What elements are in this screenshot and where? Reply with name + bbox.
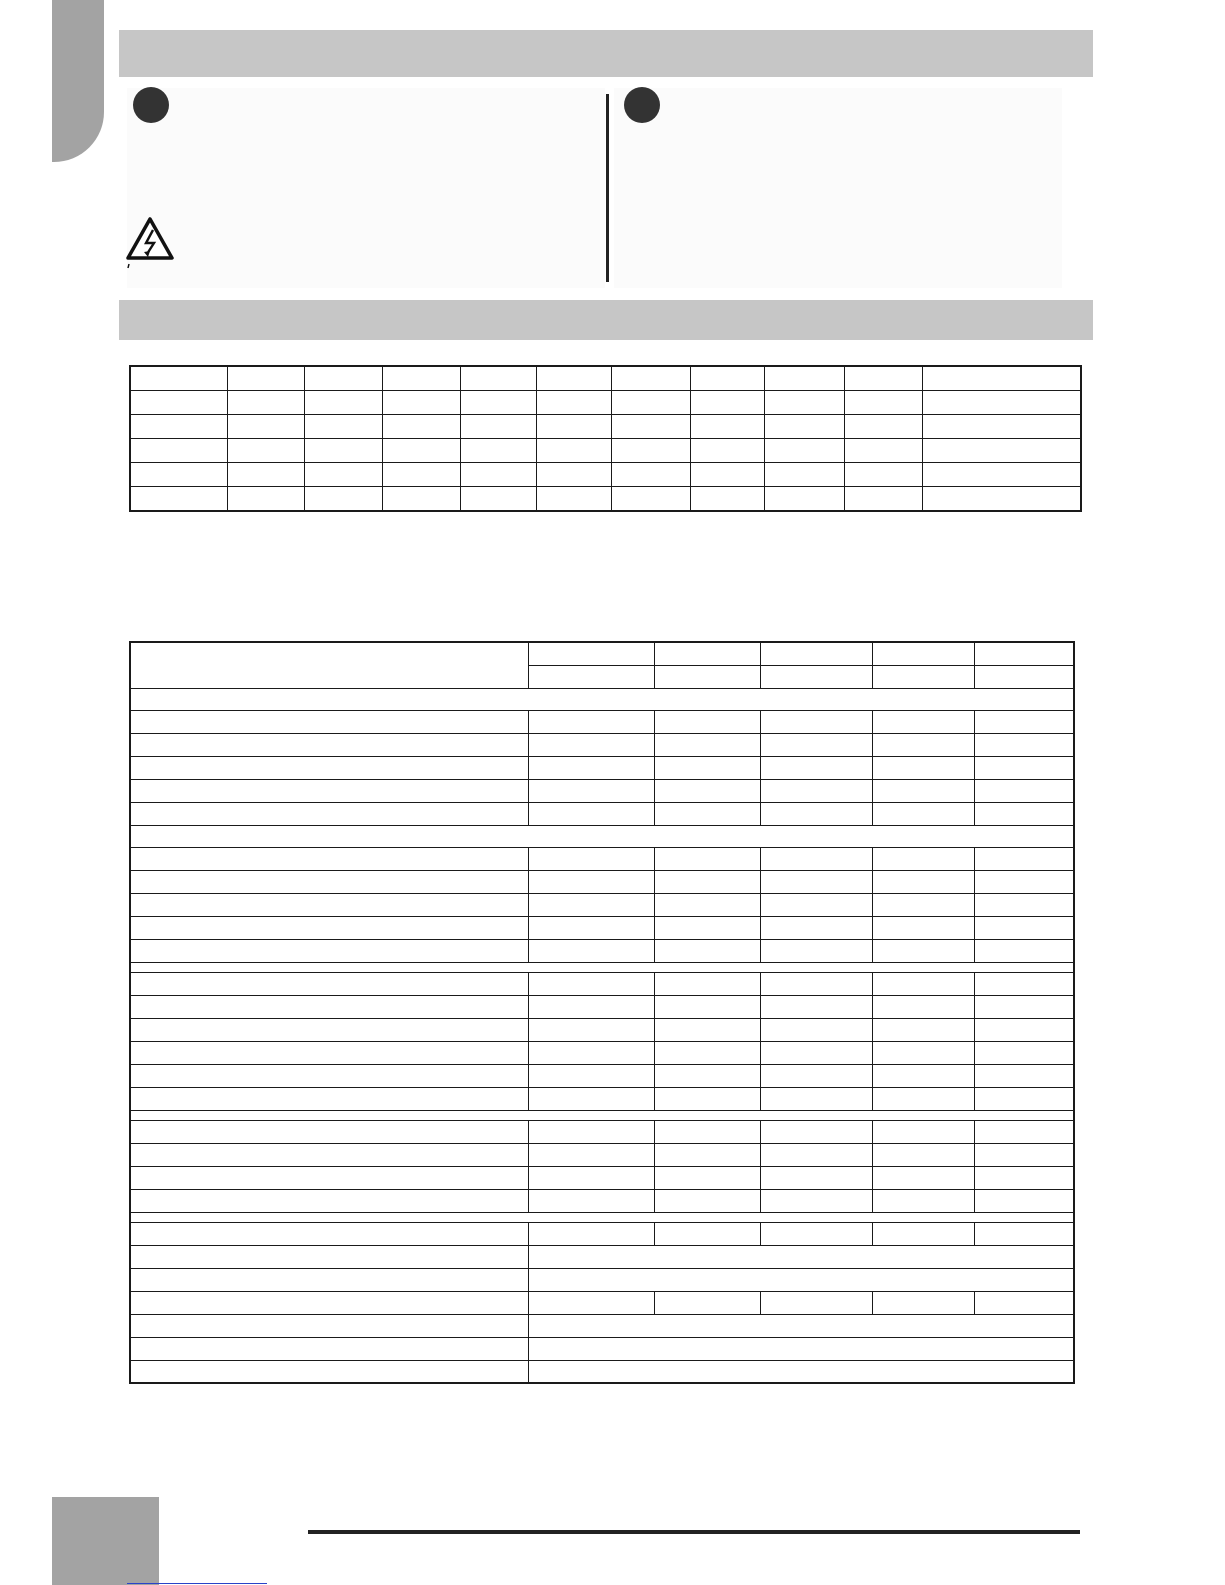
table-cell [130,1268,528,1291]
table-cell [764,415,844,439]
table-cell [872,779,974,802]
table-cell [974,995,1074,1018]
table-cell [611,415,690,439]
table-cell [536,487,611,512]
spec-row [130,710,1074,733]
spec-table [129,641,1075,1384]
spec-row [130,1110,1074,1120]
table-cell [974,733,1074,756]
table-cell [974,1018,1074,1041]
table-cell [227,391,304,415]
table-cell [764,439,844,463]
spec-row [130,1120,1074,1143]
table-cell [460,391,536,415]
table-cell [872,710,974,733]
table-cell [872,1018,974,1041]
table-cell [130,733,528,756]
right-panel-bullet [624,87,660,123]
table-cell [528,1337,1074,1360]
table-cell [974,756,1074,779]
table-cell [130,916,528,939]
spec-row [130,1064,1074,1087]
table-cell [760,665,872,688]
table-cell [130,870,528,893]
table-cell [760,642,872,665]
spec-row [130,972,1074,995]
table-cell [760,1143,872,1166]
table-cell [460,439,536,463]
table-cell [304,463,382,487]
table-cell [130,415,227,439]
spec-row [130,870,1074,893]
table-cell [227,463,304,487]
table-cell [654,1087,760,1110]
table-cell [528,1143,654,1166]
spec-row [130,688,1074,710]
table-cell [130,802,528,825]
table-cell [974,972,1074,995]
table-cell [764,366,844,391]
table-cell [922,366,1081,391]
spec-row [130,1245,1074,1268]
table-cell [760,1018,872,1041]
table-cell [922,391,1081,415]
table-cell [974,1064,1074,1087]
left-panel [127,88,605,288]
table-cell [654,1018,760,1041]
table-cell [130,1041,528,1064]
table-cell [654,1120,760,1143]
table-cell [760,1120,872,1143]
table-cell [974,1291,1074,1314]
table-cell [690,463,764,487]
table-cell [382,487,460,512]
table-cell [528,1166,654,1189]
table-cell [844,391,922,415]
spec-row [130,1212,1074,1222]
table-cell [760,870,872,893]
table-cell [690,439,764,463]
table-cell [130,995,528,1018]
footer-rule [308,1530,1080,1534]
table-cell [304,487,382,512]
spec-row [130,779,1074,802]
table-cell [760,1041,872,1064]
table-cell [654,756,760,779]
table-cell [654,642,760,665]
table-cell [872,893,974,916]
table-cell [611,439,690,463]
table-cell [974,916,1074,939]
spec-row [130,756,1074,779]
table-cell [130,1064,528,1087]
table-cell [654,847,760,870]
table-cell [974,1166,1074,1189]
table-cell [528,733,654,756]
model-table [129,365,1082,512]
table-cell [382,415,460,439]
table-cell [872,665,974,688]
table-cell [528,1064,654,1087]
table-cell [974,1222,1074,1245]
table-cell [528,916,654,939]
table-cell [974,1120,1074,1143]
table-cell [611,463,690,487]
table-cell [130,463,227,487]
table-cell [654,1291,760,1314]
table-cell [922,439,1081,463]
table-cell [654,1222,760,1245]
table-cell [654,939,760,962]
table-cell [654,1041,760,1064]
table-cell [654,710,760,733]
table-cell [872,847,974,870]
table-cell [528,1041,654,1064]
spec-row [130,1166,1074,1189]
table-cell [304,415,382,439]
table-cell [528,847,654,870]
table-cell [760,847,872,870]
table-cell [974,893,1074,916]
spec-row [130,1337,1074,1360]
table-row [130,439,1081,463]
table-cell [528,939,654,962]
table-cell [536,391,611,415]
table-cell [528,1189,654,1212]
table-cell [460,463,536,487]
table-cell [654,1064,760,1087]
table-cell [304,391,382,415]
spec-row [130,1087,1074,1110]
table-cell [528,710,654,733]
table-cell [974,1087,1074,1110]
table-cell [760,1064,872,1087]
table-cell [528,1268,1074,1291]
spec-row [130,1291,1074,1314]
table-cell [130,1360,528,1383]
table-cell [130,1314,528,1337]
table-cell [872,870,974,893]
table-cell [974,1041,1074,1064]
table-cell [528,665,654,688]
table-cell [304,439,382,463]
spec-row [130,939,1074,962]
table-cell [130,1166,528,1189]
table-cell [528,995,654,1018]
table-cell [872,939,974,962]
table-cell [130,825,1074,847]
table-cell [654,1189,760,1212]
table-cell [764,463,844,487]
table-cell [654,916,760,939]
table-cell [760,995,872,1018]
table-cell [460,366,536,391]
table-cell [528,1291,654,1314]
table-cell [974,779,1074,802]
table-cell [654,995,760,1018]
spec-row [130,893,1074,916]
table-cell [760,802,872,825]
table-cell [528,1087,654,1110]
table-cell [460,415,536,439]
table-cell [130,972,528,995]
table-cell [130,1087,528,1110]
table-cell [130,1291,528,1314]
table-cell [528,972,654,995]
table-cell [760,1166,872,1189]
spec-row [130,847,1074,870]
spec-row [130,733,1074,756]
table-cell [227,439,304,463]
table-cell [872,756,974,779]
section-header-band-2 [119,300,1093,340]
table-cell [130,391,227,415]
table-cell [654,870,760,893]
table-cell [536,366,611,391]
table-cell [528,1245,1074,1268]
table-cell [760,893,872,916]
table-cell [528,756,654,779]
table-cell [974,665,1074,688]
table-row [130,415,1081,439]
table-cell [130,847,528,870]
table-cell [130,893,528,916]
table-cell [872,916,974,939]
spec-row [130,1143,1074,1166]
table-cell [130,1143,528,1166]
table-row [130,366,1081,391]
table-cell [974,939,1074,962]
spec-row [130,1222,1074,1245]
table-cell [382,391,460,415]
table-row [130,487,1081,512]
footer-link[interactable] [127,1583,267,1584]
table-cell [844,415,922,439]
table-cell [760,939,872,962]
table-cell [528,1120,654,1143]
table-cell [690,366,764,391]
table-cell [974,847,1074,870]
table-cell [528,1018,654,1041]
table-cell [760,1291,872,1314]
table-cell [690,415,764,439]
page-number-box [52,1497,159,1585]
table-row [130,463,1081,487]
table-cell [382,463,460,487]
spec-row [130,1314,1074,1337]
table-cell [760,733,872,756]
table-cell [130,756,528,779]
table-cell [130,1245,528,1268]
table-cell [382,439,460,463]
spec-row [130,995,1074,1018]
table-cell [654,972,760,995]
table-cell [872,1087,974,1110]
table-cell [760,1087,872,1110]
table-cell [872,1120,974,1143]
table-cell [872,642,974,665]
table-cell [654,665,760,688]
table-cell [760,1222,872,1245]
table-cell [872,995,974,1018]
table-cell [872,1291,974,1314]
table-cell [760,710,872,733]
table-cell [872,1064,974,1087]
table-cell [844,463,922,487]
table-cell [760,756,872,779]
table-cell [844,487,922,512]
spec-row [130,1041,1074,1064]
table-cell [227,415,304,439]
table-cell [922,487,1081,512]
section-header-band [119,30,1093,77]
spec-row [130,1018,1074,1041]
table-cell [872,802,974,825]
table-cell [130,1337,528,1360]
table-cell [227,487,304,512]
table-cell [130,1222,528,1245]
table-cell [974,1189,1074,1212]
table-cell [654,802,760,825]
side-tab [52,0,104,162]
table-cell [611,487,690,512]
table-cell [690,391,764,415]
table-cell [528,1222,654,1245]
table-cell [528,870,654,893]
high-voltage-warning-icon [125,216,175,270]
table-cell [130,939,528,962]
table-cell [654,1166,760,1189]
table-cell [844,366,922,391]
spec-row [130,1360,1074,1383]
table-cell [460,487,536,512]
table-cell [130,779,528,802]
table-cell [528,642,654,665]
table-cell [130,1110,1074,1120]
table-cell [130,688,1074,710]
table-cell [536,463,611,487]
table-cell [872,1041,974,1064]
table-cell [974,870,1074,893]
table-cell [130,1018,528,1041]
table-cell [528,779,654,802]
spec-row [130,1189,1074,1212]
table-cell [528,1314,1074,1337]
table-cell [974,710,1074,733]
table-cell [130,1120,528,1143]
table-cell [536,439,611,463]
table-cell [304,366,382,391]
table-cell [690,487,764,512]
table-cell [764,391,844,415]
table-cell [130,1212,1074,1222]
table-cell [872,1166,974,1189]
right-panel [614,88,1062,288]
table-cell [760,1189,872,1212]
table-cell [760,779,872,802]
table-cell [611,391,690,415]
table-cell [130,642,528,688]
table-cell [130,710,528,733]
table-cell [872,1222,974,1245]
table-cell [974,802,1074,825]
table-cell [528,802,654,825]
spec-row [130,802,1074,825]
table-cell [536,415,611,439]
panel-divider [606,94,609,282]
table-cell [611,366,690,391]
table-cell [760,916,872,939]
table-cell [130,439,227,463]
spec-row [130,642,1074,665]
spec-row [130,1268,1074,1291]
table-cell [760,972,872,995]
table-cell [872,733,974,756]
spec-row [130,962,1074,972]
table-cell [227,366,304,391]
table-cell [130,487,227,512]
table-cell [872,1143,974,1166]
table-cell [130,366,227,391]
table-cell [382,366,460,391]
table-cell [844,439,922,463]
table-cell [922,463,1081,487]
spec-row [130,916,1074,939]
table-cell [764,487,844,512]
table-cell [654,893,760,916]
spec-row [130,825,1074,847]
table-row [130,391,1081,415]
table-cell [872,972,974,995]
table-cell [974,1143,1074,1166]
table-cell [130,962,1074,972]
table-cell [654,779,760,802]
table-cell [528,1360,1074,1383]
table-cell [654,733,760,756]
left-panel-bullet [133,87,169,123]
table-cell [974,642,1074,665]
table-cell [654,1143,760,1166]
table-cell [872,1189,974,1212]
table-cell [922,415,1081,439]
table-cell [130,1189,528,1212]
table-cell [528,893,654,916]
